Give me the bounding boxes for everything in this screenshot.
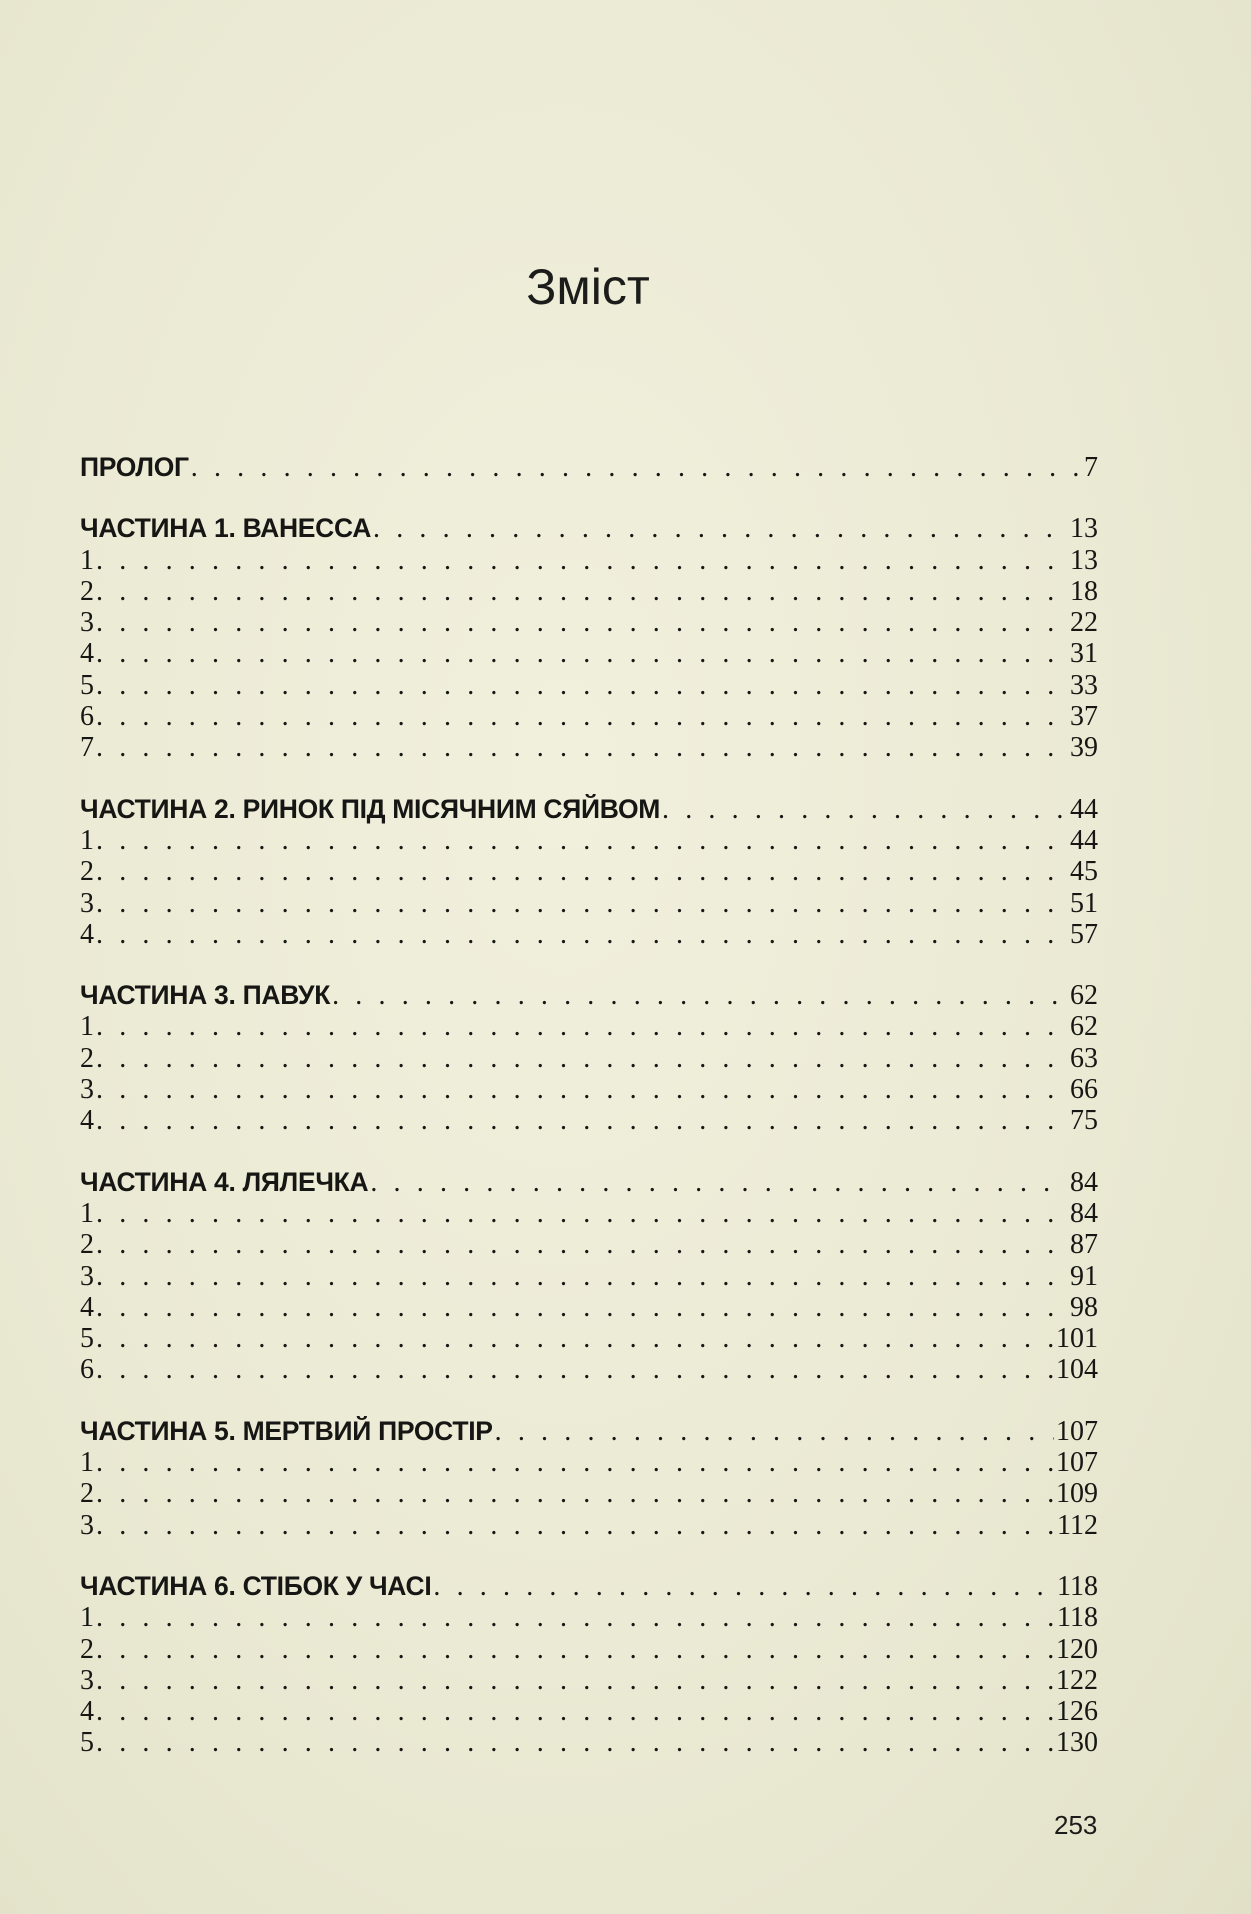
toc-entry-label: 1: [80, 1197, 94, 1229]
dot-leader: [96, 701, 1068, 732]
dot-leader: [96, 607, 1068, 638]
toc-entry-label: 1: [80, 1602, 94, 1634]
toc-entry-label: 1: [80, 1011, 94, 1043]
dot-leader: [96, 1634, 1054, 1665]
toc-entry-label: 4: [80, 1105, 94, 1137]
page-number: 253: [1054, 1810, 1098, 1840]
dot-leader: [96, 1323, 1054, 1354]
toc-entry-page: 98: [1070, 1291, 1098, 1323]
toc-entry-page: 18: [1070, 575, 1098, 607]
toc-entry-page: 13: [1070, 544, 1098, 576]
toc-entry-label: 3: [80, 1664, 94, 1696]
toc-entry-label: 5: [80, 1323, 94, 1355]
toc-chapter-entry: [80, 1665, 1098, 1696]
toc-part-entry: [80, 1167, 1098, 1198]
toc-part-entry: [80, 794, 1098, 825]
dot-leader: [662, 794, 1068, 825]
dot-leader: [332, 980, 1068, 1011]
toc-entry-label: ЧАСТИНА 3. ПАВУК: [80, 980, 331, 1011]
toc-chapter-entry: [80, 607, 1098, 638]
toc-entry-label: ЧАСТИНА 4. ЛЯЛЕЧКА: [80, 1166, 369, 1197]
toc-chapter-entry: [80, 1727, 1098, 1758]
toc-entry-label: 1: [80, 544, 94, 576]
toc-chapter-entry: [80, 1105, 1098, 1136]
toc-entry-page: 39: [1070, 732, 1098, 764]
toc-entry-page: 104: [1056, 1354, 1098, 1386]
toc-entry-label: ЧАСТИНА 6. СТІБОК У ЧАСІ: [80, 1570, 432, 1601]
dot-leader: [96, 732, 1068, 763]
toc-entry-label: ПРОЛОГ: [80, 452, 189, 482]
toc-chapter-entry: [80, 1696, 1098, 1727]
toc-entry-page: 109: [1056, 1478, 1098, 1510]
toc-entry-page: 107: [1056, 1415, 1098, 1447]
toc-entry-page: 44: [1070, 793, 1098, 825]
toc-entry-page: 118: [1057, 1602, 1098, 1634]
toc-entry-label: 5: [80, 1727, 94, 1759]
table-of-contents: [80, 452, 1098, 1759]
toc-chapter-entry: [80, 1510, 1098, 1541]
toc-chapter-entry: [80, 888, 1098, 919]
toc-entry-page: 118: [1057, 1570, 1098, 1602]
toc-chapter-entry: [80, 1323, 1098, 1354]
dot-leader: [96, 1354, 1054, 1385]
toc-entry-page: 84: [1070, 1197, 1098, 1229]
toc-entry-label: 7: [80, 732, 94, 764]
dot-leader: [96, 888, 1068, 919]
toc-entry-page: 45: [1070, 856, 1098, 888]
dot-leader: [370, 1167, 1068, 1198]
toc-chapter-entry: [80, 1292, 1098, 1323]
toc-entry-label: 2: [80, 1229, 94, 1261]
dot-leader: [96, 1510, 1055, 1541]
dot-leader: [96, 825, 1068, 856]
toc-chapter-entry: [80, 545, 1098, 576]
toc-entry-page: 122: [1056, 1664, 1098, 1696]
toc-entry-page: 66: [1070, 1074, 1098, 1106]
toc-part-entry: [80, 980, 1098, 1011]
dot-leader: [433, 1571, 1055, 1602]
toc-entry-label: 5: [80, 669, 94, 701]
toc-chapter-entry: [80, 1011, 1098, 1042]
toc-entry-label: 1: [80, 1447, 94, 1479]
page-title: Зміст: [526, 259, 650, 315]
toc-entry-label: 3: [80, 1074, 94, 1106]
dot-leader: [96, 1292, 1068, 1323]
dot-leader: [96, 1011, 1068, 1042]
toc-chapter-entry: [80, 1634, 1098, 1665]
toc-entry-page: 84: [1070, 1166, 1098, 1198]
dot-leader: [96, 1478, 1054, 1509]
dot-leader: [96, 1074, 1068, 1105]
toc-entry-label: 6: [80, 701, 94, 733]
toc-part-entry: [80, 452, 1098, 483]
dot-leader: [96, 1261, 1068, 1292]
toc-entry-label: ЧАСТИНА 5. МЕРТВИЙ ПРОСТІР: [80, 1415, 493, 1446]
dot-leader: [96, 856, 1068, 887]
toc-chapter-entry: [80, 919, 1098, 950]
toc-entry-page: 62: [1070, 1011, 1098, 1043]
dot-leader: [96, 1665, 1054, 1696]
dot-leader: [96, 1229, 1068, 1260]
toc-chapter-entry: [80, 701, 1098, 732]
toc-entry-label: 2: [80, 1633, 94, 1665]
toc-entry-page: 87: [1070, 1229, 1098, 1261]
dot-leader: [191, 452, 1082, 483]
toc-entry-page: 44: [1070, 824, 1098, 856]
toc-chapter-entry: [80, 1229, 1098, 1260]
dot-leader: [96, 919, 1068, 950]
toc-entry-label: 4: [80, 1696, 94, 1728]
toc-entry-page: 130: [1056, 1727, 1098, 1759]
dot-leader: [96, 670, 1068, 701]
toc-entry-page: 63: [1070, 1042, 1098, 1074]
toc-entry-label: 2: [80, 1042, 94, 1074]
toc-chapter-entry: [80, 1074, 1098, 1105]
toc-chapter-entry: [80, 1261, 1098, 1292]
toc-entry-page: 112: [1057, 1509, 1098, 1541]
toc-chapter-entry: [80, 1043, 1098, 1074]
toc-entry-label: 1: [80, 824, 94, 856]
toc-entry-page: 33: [1070, 669, 1098, 701]
toc-entry-page: 120: [1056, 1633, 1098, 1665]
toc-entry-page: 22: [1070, 607, 1098, 639]
toc-entry-page: 75: [1070, 1105, 1098, 1137]
toc-part-entry: [80, 1416, 1098, 1447]
dot-leader: [96, 1447, 1054, 1478]
dot-leader: [96, 1696, 1054, 1727]
toc-entry-page: 7: [1084, 452, 1098, 483]
toc-chapter-entry: [80, 856, 1098, 887]
toc-entry-page: 91: [1070, 1260, 1098, 1292]
toc-entry-label: 6: [80, 1354, 94, 1386]
dot-leader: [495, 1416, 1054, 1447]
toc-entry-label: ЧАСТИНА 1. ВАНЕССА: [80, 513, 372, 544]
toc-entry-page: 51: [1070, 887, 1098, 919]
toc-chapter-entry: [80, 732, 1098, 763]
toc-part-entry: [80, 513, 1098, 544]
toc-entry-label: ЧАСТИНА 2. РИНОК ПІД МІСЯЧНИМ СЯЙВОМ: [80, 793, 661, 824]
toc-entry-label: 2: [80, 856, 94, 888]
toc-entry-label: 3: [80, 887, 94, 919]
toc-entry-page: 13: [1070, 513, 1098, 545]
toc-entry-page: 37: [1070, 701, 1098, 733]
toc-chapter-entry: [80, 576, 1098, 607]
dot-leader: [373, 513, 1068, 544]
toc-entry-label: 4: [80, 918, 94, 950]
toc-part-entry: [80, 1571, 1098, 1602]
toc-entry-page: 57: [1070, 918, 1098, 950]
toc-entry-label: 4: [80, 1291, 94, 1323]
dot-leader: [96, 545, 1068, 576]
dot-leader: [96, 638, 1068, 669]
toc-chapter-entry: [80, 1354, 1098, 1385]
toc-entry-label: 3: [80, 1260, 94, 1292]
toc-entry-page: 31: [1070, 638, 1098, 670]
toc-chapter-entry: [80, 670, 1098, 701]
toc-chapter-entry: [80, 638, 1098, 669]
toc-entry-page: 126: [1056, 1696, 1098, 1728]
dot-leader: [96, 1602, 1055, 1633]
toc-entry-label: 4: [80, 638, 94, 670]
dot-leader: [96, 1198, 1068, 1229]
dot-leader: [96, 576, 1068, 607]
toc-chapter-entry: [80, 1447, 1098, 1478]
toc-chapter-entry: [80, 1478, 1098, 1509]
toc-chapter-entry: [80, 1602, 1098, 1633]
toc-chapter-entry: [80, 1198, 1098, 1229]
toc-chapter-entry: [80, 825, 1098, 856]
dot-leader: [96, 1043, 1068, 1074]
dot-leader: [96, 1105, 1068, 1136]
toc-entry-label: 3: [80, 607, 94, 639]
toc-entry-page: 62: [1070, 980, 1098, 1012]
dot-leader: [96, 1727, 1054, 1758]
toc-entry-label: 3: [80, 1509, 94, 1541]
toc-entry-page: 107: [1056, 1447, 1098, 1479]
toc-entry-label: 2: [80, 575, 94, 607]
toc-entry-page: 101: [1056, 1323, 1098, 1355]
toc-entry-label: 2: [80, 1478, 94, 1510]
